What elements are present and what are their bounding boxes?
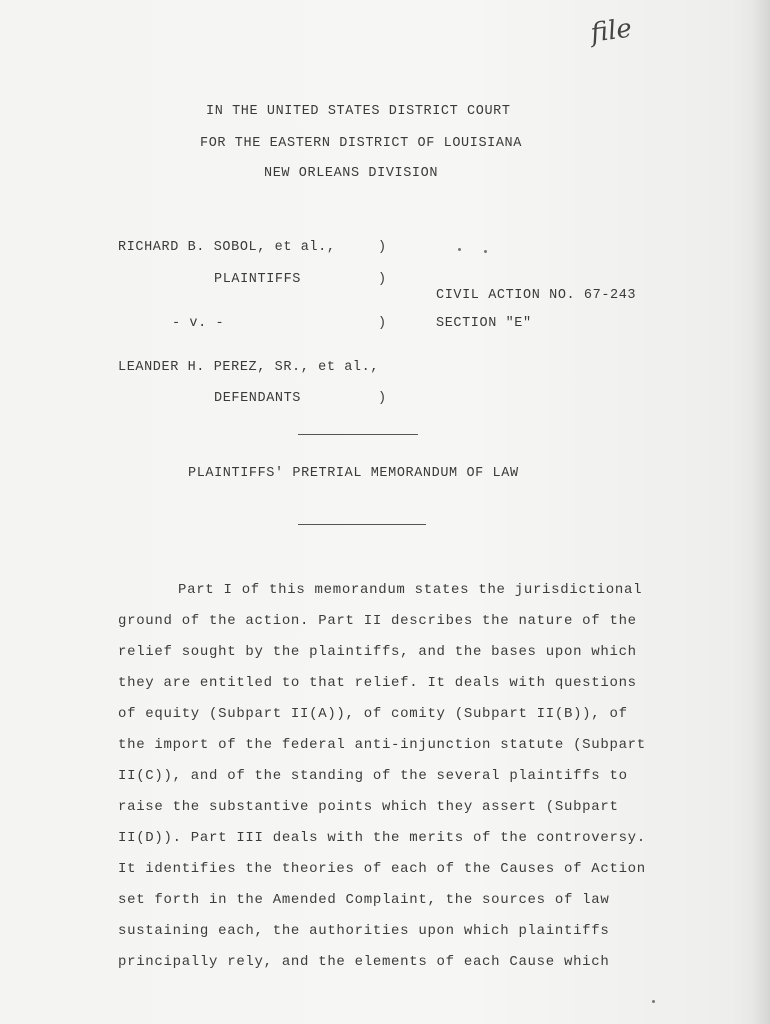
versus-label: - v. -	[172, 316, 225, 331]
section-label: SECTION "E"	[436, 316, 532, 331]
defendant-name: LEANDER H. PEREZ, SR., et al.,	[118, 360, 380, 375]
body-line: principally rely, and the elements of each Cause which	[118, 954, 610, 970]
court-heading-line-3: NEW ORLEANS DIVISION	[264, 166, 439, 181]
body-line: of equity (Subpart II(A)), of comity (Subpart II(B)), of	[118, 706, 628, 722]
body-line: relief sought by the plaintiffs, and the bases upon which	[118, 644, 637, 660]
defendant-role: DEFENDANTS	[214, 391, 302, 406]
paper-speck	[484, 250, 487, 253]
body-line: II(D)). Part III deals with the merits of the controversy.	[118, 830, 646, 846]
body-line: the import of the federal anti-injunction statute (Subpart	[118, 737, 646, 753]
court-heading-line-2: FOR THE EASTERN DISTRICT OF LOUISIANA	[200, 136, 522, 151]
body-line: sustaining each, the authorities upon which plaintiffs	[118, 923, 610, 939]
body-line: ground of the action. Part II describes the nature of the	[118, 613, 637, 629]
paper-speck	[652, 1000, 655, 1003]
caption-bracket: )	[378, 240, 387, 255]
paper-speck	[458, 248, 461, 251]
civil-action-number: CIVIL ACTION NO. 67-243	[436, 288, 637, 303]
memorandum-title: PLAINTIFFS' PRETRIAL MEMORANDUM OF LAW	[188, 466, 519, 481]
body-line: Part I of this memorandum states the jurisdictional	[178, 582, 643, 598]
divider-line	[298, 434, 418, 435]
body-line: set forth in the Amended Complaint, the sources of law	[118, 892, 610, 908]
plaintiff-name: RICHARD B. SOBOL, et al.,	[118, 240, 336, 255]
caption-bracket: )	[378, 391, 387, 406]
court-heading-line-1: IN THE UNITED STATES DISTRICT COURT	[206, 104, 511, 119]
caption-bracket: )	[378, 272, 387, 287]
handwritten-annotation: file	[588, 13, 634, 49]
divider-line	[298, 524, 426, 525]
body-line: It identifies the theories of each of the Causes of Action	[118, 861, 646, 877]
body-line: raise the substantive points which they assert (Subpart	[118, 799, 619, 815]
body-line: II(C)), and of the standing of the several plaintiffs to	[118, 768, 628, 784]
caption-bracket: )	[378, 316, 387, 331]
page-edge-shadow	[752, 0, 770, 1024]
plaintiff-role: PLAINTIFFS	[214, 272, 302, 287]
body-line: they are entitled to that relief. It deals with questions	[118, 675, 637, 691]
